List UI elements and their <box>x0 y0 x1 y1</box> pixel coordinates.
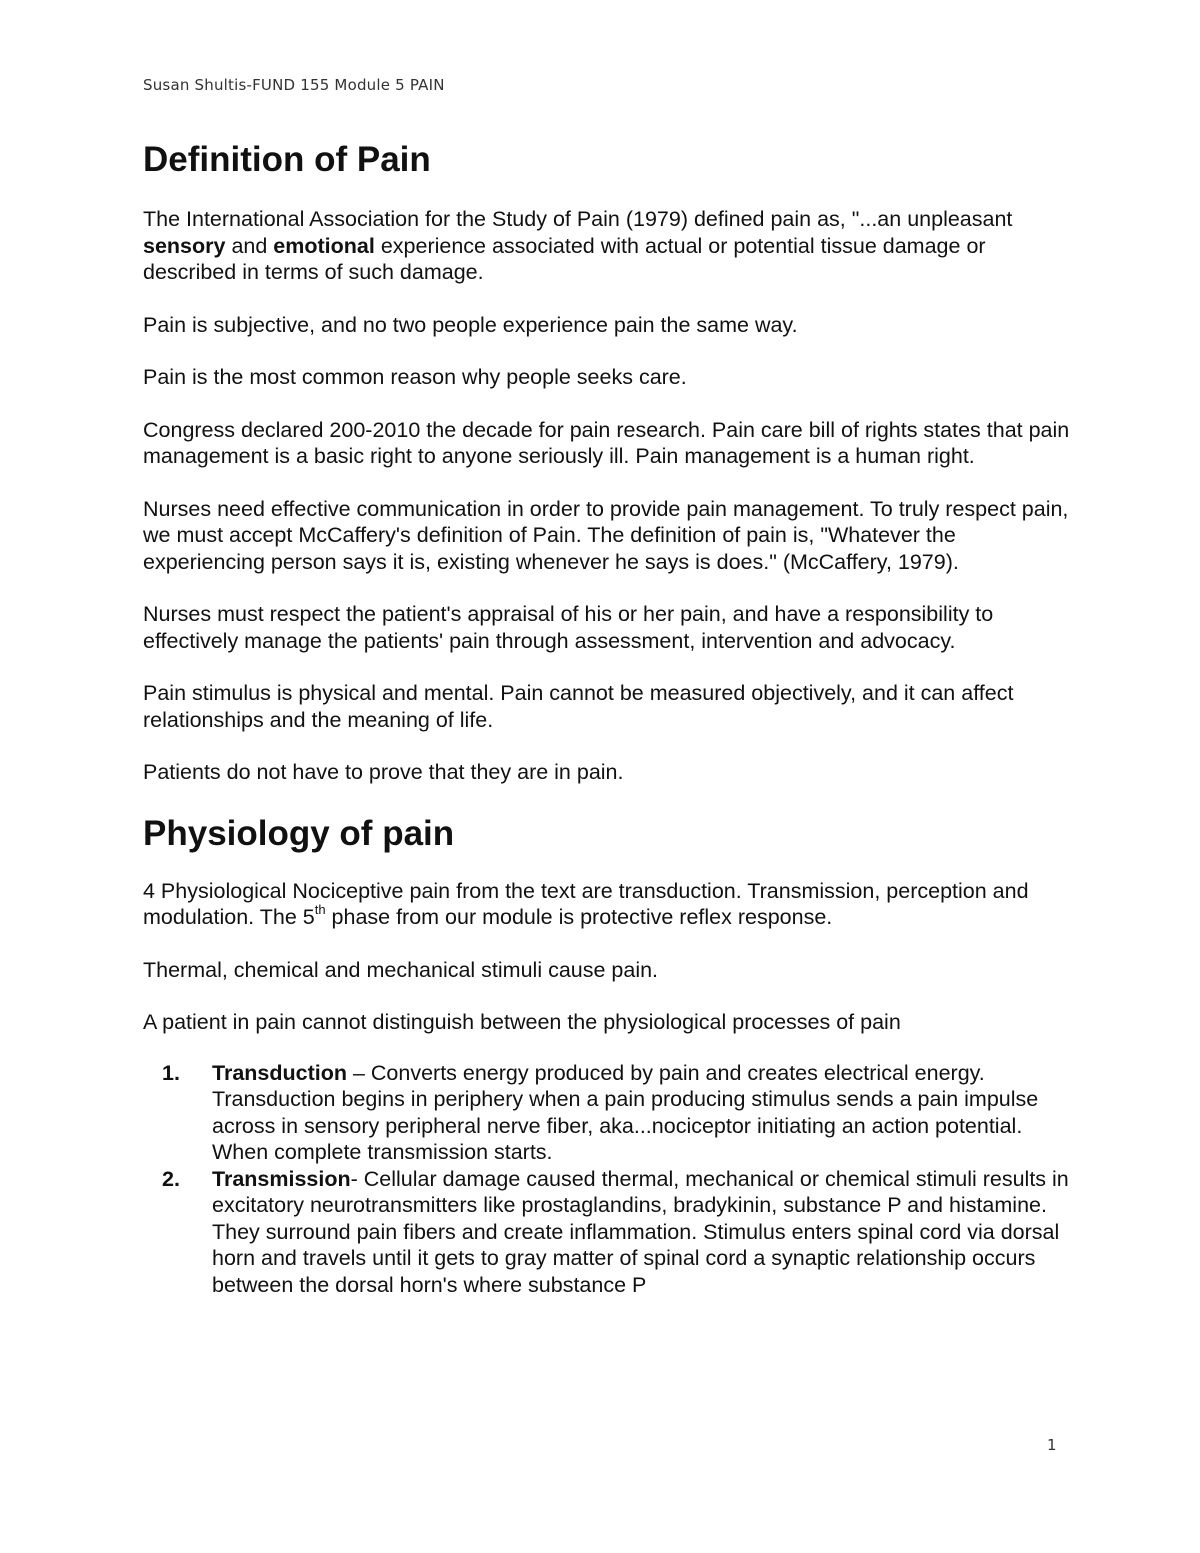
paragraph-common-reason: Pain is the most common reason why people seeks care. <box>143 365 687 389</box>
bold-term-emotional: emotional <box>273 233 375 258</box>
text-run: and <box>225 233 274 258</box>
heading-physiology-of-pain: Physiology of pain <box>143 813 455 853</box>
paragraph-nociceptive-phases <box>143 878 1073 931</box>
list-item-transmission <box>162 1166 1073 1299</box>
paragraph-mccaffery: Nurses need effective communication in order to provide pain management. To truly respect pain, we must accept McCaffery's definition of Pain. The definition of pain is, "Whatever the experiencing person says it is, existing whenever he says is does." (McCaffery, 1979). <box>143 496 1069 574</box>
physiology-list <box>143 1060 1073 1299</box>
paragraph-nurses-respect: Nurses must respect the patient's appraisal of his or her pain, and have a responsibility to effectively manage the patients' pain through assessment, intervention and advocacy. <box>143 602 994 653</box>
bold-term-sensory: sensory <box>143 233 226 258</box>
list-term: Transduction <box>212 1060 347 1085</box>
paragraph-distinguish: A patient in pain cannot distinguish between the physiological processes of pain <box>143 1010 901 1034</box>
list-number: 2. <box>162 1166 180 1191</box>
heading-definition-of-pain: Definition of Pain <box>143 140 431 179</box>
paragraph-prove: Patients do not have to prove that they are in pain. <box>143 760 624 784</box>
text-run: experience associated with actual or potential tissue damage or described in terms of such damage. <box>143 233 986 284</box>
list-text: – Converts energy produced by pain and creates electrical energy. Transduction begins in periphery when a pain producing stimulus sends a pain impulse across in sensory peripheral nerve fiber, aka...nociceptor initiating an action potential. When complete transmission starts. <box>212 1060 1039 1164</box>
paragraph-iasp-definition <box>143 206 1073 286</box>
running-header: Susan Shultis-FUND 155 Module 5 PAIN <box>143 76 445 94</box>
paragraph-subjective: Pain is subjective, and no two people experience pain the same way. <box>143 312 798 337</box>
list-item-transduction <box>162 1060 1073 1166</box>
superscript-th: th <box>314 901 326 917</box>
paragraph-stimulus: Pain stimulus is physical and mental. Pain cannot be measured objectively, and it can affect relationships and the meaning of life. <box>143 681 1014 732</box>
paragraph-stimuli: Thermal, chemical and mechanical stimuli cause pain. <box>143 957 659 982</box>
document-body <box>143 138 1073 1298</box>
text-run: 4 Physiological Nociceptive pain from the text are transduction. Transmission, perception and modulation. The 5 <box>143 878 1029 929</box>
paragraph-congress: Congress declared 200-2010 the decade for pain research. Pain care bill of rights states that pain management is a basic right to anyone seriously ill. Pain management is a human right. <box>143 417 1070 468</box>
page-number: 1 <box>1047 1436 1057 1454</box>
list-term: Transmission <box>212 1166 351 1191</box>
text-run: The International Association for the Study of Pain (1979) defined pain as, "...an unpleasant <box>143 207 1013 231</box>
text-run: phase from our module is protective reflex response. <box>325 905 833 929</box>
list-text: - Cellular damage caused thermal, mechanical or chemical stimuli results in excitatory neurotransmitters like prostaglandins, bradykinin, substance P and histamine. They surround pain fibers and create inflammation. Stimulus enters spinal cord via dorsal horn and travels until it gets to gray matter of spinal cord a synaptic relationship occurs between the dorsal horn's where substance P <box>212 1166 1069 1297</box>
list-number: 1. <box>162 1060 180 1085</box>
